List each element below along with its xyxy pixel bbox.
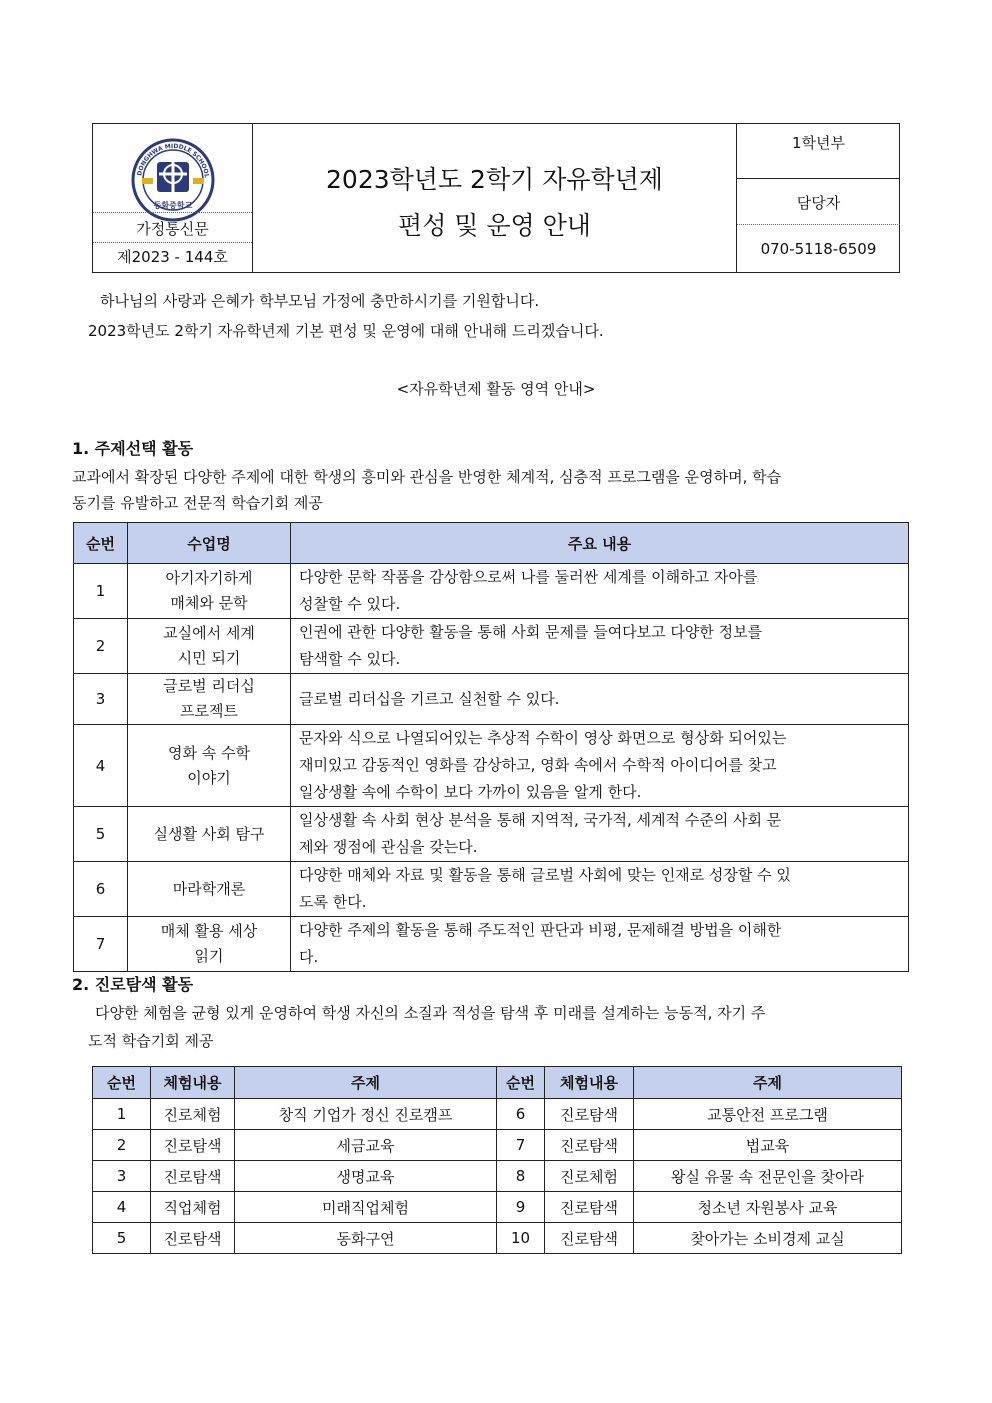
divider (93, 212, 252, 213)
experience-type-cell: 진로탐색 (151, 1161, 235, 1192)
column-header: 주요 내용 (291, 523, 909, 564)
intro-line-2: 2023학년도 2학기 자유학년제 기본 편성 및 운영에 대해 안내해 드리겠습니다. (88, 322, 604, 340)
department-label: 1학년부 (791, 134, 845, 152)
content-line: 다. (299, 948, 319, 966)
class-name-line: 마라학개론 (172, 879, 246, 898)
experience-type-cell: 진로탐색 (151, 1130, 235, 1161)
experience-type-cell: 진로탐색 (545, 1223, 634, 1254)
table-row (93, 1161, 902, 1192)
topic-cell: 미래직업체험 (235, 1192, 497, 1223)
topic-cell: 법교육 (634, 1130, 902, 1161)
manager-label: 담당자 (796, 194, 841, 212)
newsletter-label: 가정통신문 (136, 220, 209, 238)
section2-description-line2: 도적 학습기회 제공 (88, 1032, 214, 1050)
row-number-cell: 1 (93, 1099, 151, 1130)
class-name-line: 매체와 문학 (170, 594, 248, 612)
table-row (93, 1223, 902, 1254)
class-name-line: 글로벌 리더십 (163, 677, 255, 695)
class-name-line: 이야기 (187, 768, 231, 787)
topic-cell: 청소년 자원봉사 교육 (634, 1192, 902, 1223)
column-header: 순번 (93, 1067, 151, 1099)
divider (737, 224, 900, 225)
content-line: 도록 한다. (299, 893, 367, 911)
row-number: 5 (74, 807, 128, 862)
column-header: 체험내용 (151, 1067, 235, 1099)
contact-phone: 070-5118-6509 (760, 240, 877, 258)
content-line: 탐색할 수 있다. (299, 650, 401, 668)
svg-text:동화중학교: 동화중학교 (153, 201, 193, 210)
table-row (93, 1130, 902, 1161)
class-name-line: 읽기 (194, 947, 224, 965)
section-heading: <자유학년제 활동 영역 안내> (396, 380, 596, 398)
class-name-cell (128, 564, 291, 619)
class-name-cell (128, 917, 291, 972)
topic-cell: 동화구연 (235, 1223, 497, 1254)
row-number-cell: 4 (93, 1192, 151, 1223)
content-line: 인권에 관한 다양한 활동을 통해 사회 문제를 들여다보고 다양한 정보를 (299, 623, 763, 641)
row-number: 1 (74, 564, 128, 619)
table-header-row (74, 523, 909, 564)
class-name-line: 교실에서 세계 (163, 624, 255, 642)
row-number: 7 (74, 917, 128, 972)
content-line: 문자와 식으로 나열되어있는 추상적 수학이 영상 화면으로 형상화 되어있는 (299, 729, 787, 747)
class-name-cell (128, 862, 291, 917)
row-number: 6 (74, 862, 128, 917)
table-row (74, 807, 909, 862)
divider (737, 178, 900, 179)
experience-type-cell: 직업체험 (151, 1192, 235, 1223)
topic-cell: 교통안전 프로그램 (634, 1099, 902, 1130)
class-name-line: 매체 활용 세상 (160, 922, 258, 940)
section2-title: 2. 진로탐색 활동 (72, 975, 194, 994)
table-row (93, 1192, 902, 1223)
section1-title: 1. 주제선택 활동 (72, 439, 194, 458)
document-title-line1: 2023학년도 2학기 자유학년제 (326, 165, 663, 194)
content-line: 글로벌 리더십을 기르고 실천할 수 있다. (299, 689, 560, 708)
main-content-cell (291, 674, 909, 725)
career-exploration-table (92, 1066, 902, 1254)
row-number-cell: 3 (93, 1161, 151, 1192)
table-row (74, 674, 909, 725)
row-number-cell: 10 (497, 1223, 545, 1254)
section2-description-line1: 다양한 체험을 균형 있게 운영하여 학생 자신의 소질과 적성을 탐색 후 미래를 설계하는 능동적, 자기 주 (95, 1004, 766, 1022)
content-line: 재미있고 감동적인 영화를 감상하고, 영화 속에서 수학적 아이디어를 찾고 (299, 756, 777, 774)
table-row (93, 1099, 902, 1130)
intro-line-1: 하나님의 사랑과 은혜가 학부모님 가정에 충만하시기를 기원합니다. (100, 292, 540, 310)
document-title-line2: 편성 및 운영 안내 (398, 211, 591, 240)
main-content-cell (291, 619, 909, 674)
column-header: 주제 (235, 1067, 497, 1099)
row-number-cell: 9 (497, 1192, 545, 1223)
section1-description-line2: 동기를 유발하고 전문적 학습기회 제공 (72, 494, 323, 512)
row-number-cell: 8 (497, 1161, 545, 1192)
topic-cell: 창직 기업가 정신 진로캠프 (235, 1099, 497, 1130)
table-row (74, 564, 909, 619)
row-number-cell: 2 (93, 1130, 151, 1161)
main-content-cell (291, 917, 909, 972)
table-row (74, 917, 909, 972)
experience-type-cell: 진로체험 (151, 1099, 235, 1130)
topic-selection-table (73, 522, 909, 972)
column-header: 체험내용 (545, 1067, 634, 1099)
table-row (74, 862, 909, 917)
experience-type-cell: 진로체험 (545, 1161, 634, 1192)
content-line: 다양한 문학 작품을 감상함으로써 나를 둘러싼 세계를 이해하고 자아를 (299, 568, 758, 586)
content-line: 성찰할 수 있다. (299, 595, 401, 613)
content-line: 일상생활 속 사회 현상 분석을 통해 지역적, 국가적, 세계적 수준의 사회 문 (299, 811, 782, 829)
topic-cell: 왕실 유물 속 전문인을 찾아라 (634, 1161, 902, 1192)
column-header: 순번 (74, 523, 128, 564)
svg-text:DONGHWA MIDDLE SCHOOL: DONGHWA MIDDLE SCHOOL (136, 142, 210, 179)
main-content-cell (291, 564, 909, 619)
column-header: 주제 (634, 1067, 902, 1099)
topic-cell: 세금교육 (235, 1130, 497, 1161)
row-number: 2 (74, 619, 128, 674)
table-header-row (93, 1067, 902, 1099)
class-name-cell (128, 807, 291, 862)
class-name-line: 프로젝트 (180, 702, 238, 720)
row-number-cell: 5 (93, 1223, 151, 1254)
topic-cell: 생명교육 (235, 1161, 497, 1192)
row-number-cell: 6 (497, 1099, 545, 1130)
main-content-cell (291, 807, 909, 862)
content-line: 제와 쟁점에 관심을 갖는다. (299, 838, 478, 856)
header-right-cell (736, 124, 900, 272)
header-title-cell (253, 124, 736, 272)
experience-type-cell: 진로탐색 (545, 1130, 634, 1161)
column-header: 순번 (497, 1067, 545, 1099)
column-header: 수업명 (128, 523, 291, 564)
class-name-cell (128, 619, 291, 674)
header-left-cell (93, 124, 253, 272)
class-name-line: 실생활 사회 탐구 (153, 824, 265, 843)
document-header (92, 123, 900, 273)
experience-type-cell: 진로탐색 (151, 1223, 235, 1254)
class-name-cell (128, 725, 291, 807)
newsletter-number: 제2023 - 144호 (117, 248, 228, 266)
content-line: 일상생활 속에 수학이 보다 가까이 있음을 알게 한다. (299, 783, 642, 801)
section1-description-line1: 교과에서 확장된 다양한 주제에 대한 학생의 흥미와 관심을 반영한 체계적, 심층적 프로그램을 운영하며, 학습 (72, 468, 782, 486)
class-name-line: 아기자기하게 (165, 569, 253, 587)
table-row (74, 619, 909, 674)
main-content-cell (291, 862, 909, 917)
content-line: 다양한 매체와 자료 및 활동을 통해 글로벌 사회에 맞는 인재로 성장할 수 있 (299, 866, 791, 884)
divider (93, 242, 252, 243)
school-emblem-icon (131, 138, 215, 222)
experience-type-cell: 진로탐색 (545, 1099, 634, 1130)
content-line: 다양한 주제의 활동을 통해 주도적인 판단과 비평, 문제해결 방법을 이해한 (299, 921, 782, 939)
experience-type-cell: 진로탐색 (545, 1192, 634, 1223)
row-number-cell: 7 (497, 1130, 545, 1161)
topic-cell: 찾아가는 소비경제 교실 (634, 1223, 902, 1254)
class-name-cell (128, 674, 291, 725)
class-name-line: 시민 되기 (177, 649, 241, 667)
row-number: 3 (74, 674, 128, 725)
row-number: 4 (74, 725, 128, 807)
class-name-line: 영화 속 수학 (168, 743, 250, 762)
table-row (74, 725, 909, 807)
main-content-cell (291, 725, 909, 807)
